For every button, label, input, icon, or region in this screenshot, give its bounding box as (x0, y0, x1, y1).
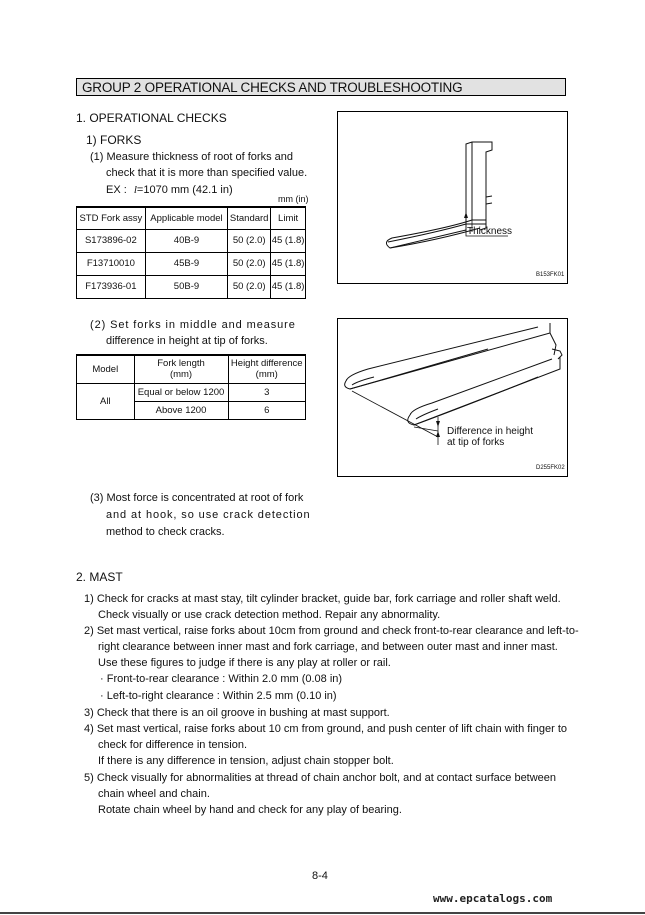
table-header-row (77, 207, 306, 229)
page-number: 8-4 (312, 870, 328, 882)
table-cell: F13710010 (77, 252, 146, 275)
mast-line: Rotate chain wheel by hand and check for any play of bearing. (98, 804, 402, 816)
table-header: Model (77, 355, 135, 383)
mast-line: · Left-to-right clearance : Within 2.5 mm (0.10 in) (100, 690, 337, 702)
fork-length-header: Fork length (157, 358, 205, 370)
table-row (77, 383, 306, 401)
item2-line1: (2) Set forks in middle and measure (90, 319, 296, 331)
item1-ex (106, 183, 233, 197)
item2-line2: difference in height at tip of forks. (106, 335, 268, 347)
height-diff-header: Height difference (230, 358, 303, 370)
mast-line: If there is any difference in tension, adjust chain stopper bolt. (98, 755, 394, 767)
table-cell: Equal or below 1200 (134, 383, 228, 401)
table-cell: S173896-02 (77, 229, 146, 252)
height-diff-label (447, 426, 533, 448)
table-row (77, 252, 306, 275)
table-cell: 50 (2.0) (228, 252, 271, 275)
table-header (228, 355, 305, 383)
table-cell: 40B-9 (145, 229, 227, 252)
fork-thickness-figure (337, 111, 568, 284)
table-cell: 6 (228, 401, 305, 419)
unit-label: mm (in) (278, 194, 309, 204)
table-row (77, 229, 306, 252)
table-cell: 3 (228, 383, 305, 401)
mast-line: Use these figures to judge if there is any play at roller or rail. (98, 657, 391, 669)
section1-title: 1. OPERATIONAL CHECKS (76, 111, 227, 125)
mast-line: chain wheel and chain. (98, 788, 210, 800)
fork-length-unit: (mm) (169, 369, 193, 381)
table-cell: 45 (1.8) (271, 275, 306, 298)
height-diff-label-line2: at tip of forks (447, 437, 505, 448)
table-header (134, 355, 228, 383)
figure-code: D255FK02 (536, 465, 565, 471)
group-header: GROUP 2 OPERATIONAL CHECKS AND TROUBLESHOOTING (76, 78, 566, 96)
item3-line3: method to check cracks. (106, 526, 225, 538)
table-cell: F173936-01 (77, 275, 146, 298)
table-cell: All (77, 383, 135, 419)
height-diff-label-line1: Difference in height (447, 426, 533, 437)
mast-line: 1) Check for cracks at mast stay, tilt cylinder bracket, guide bar, fork carriage and roller shaft weld. (84, 593, 561, 605)
mast-line: Check visually or use crack detection method. Repair any abnormality. (98, 609, 441, 621)
fork-drawing (338, 112, 567, 283)
ex-value: =1070 mm (42.1 in) (136, 184, 233, 196)
ex-label: EX : (106, 184, 127, 196)
table-cell: 45B-9 (145, 252, 227, 275)
fork-height-figure (337, 318, 568, 477)
table-header: Applicable model (145, 207, 227, 229)
table-cell: 50 (2.0) (228, 275, 271, 298)
length-symbol: l (133, 184, 137, 196)
item1-line1: (1) Measure thickness of root of forks and (90, 151, 293, 163)
mast-line: 3) Check that there is an oil groove in bushing at mast support. (84, 707, 390, 719)
table-cell: 50B-9 (145, 275, 227, 298)
watermark: www.epcatalogs.com (433, 892, 553, 905)
thickness-label: Thickness (467, 226, 513, 237)
forks-title: 1) FORKS (86, 133, 142, 147)
fork-spec-table (76, 206, 306, 299)
height-diff-unit: (mm) (255, 369, 278, 381)
bottom-rule (0, 912, 645, 914)
table-row (77, 275, 306, 298)
forks-drawing (338, 319, 567, 476)
mast-line: 4) Set mast vertical, raise forks about 10 cm from ground, and push center of lift chain with finger to (84, 723, 568, 735)
figure-code: B153FK01 (536, 272, 565, 278)
table-cell: Above 1200 (134, 401, 228, 419)
section2-title: 2. MAST (76, 570, 123, 584)
table-header-row (77, 355, 306, 383)
item1-line2: check that it is more than specified value. (106, 167, 308, 179)
height-difference-table (76, 354, 306, 420)
table-header: Standard (228, 207, 271, 229)
table-cell: 50 (2.0) (228, 229, 271, 252)
table-cell: 45 (1.8) (271, 252, 306, 275)
table-header: Limit (271, 207, 306, 229)
mast-line: 2) Set mast vertical, raise forks about 10cm from ground and check front-to-rear clearance and left-to- (84, 625, 579, 637)
mast-line: check for difference in tension. (98, 739, 247, 751)
mast-line: 5) Check visually for abnormalities at thread of chain anchor bolt, and at contact surface between (84, 772, 557, 784)
table-header: STD Fork assy (77, 207, 146, 229)
item3-line1: (3) Most force is concentrated at root of fork (90, 492, 304, 504)
item3-line2: and at hook, so use crack detection (106, 509, 311, 521)
table-cell: 45 (1.8) (271, 229, 306, 252)
mast-line: right clearance between inner mast and fork carriage, and between outer mast and inner mast. (98, 641, 558, 653)
mast-line: · Front-to-rear clearance : Within 2.0 mm (0.08 in) (100, 673, 343, 685)
